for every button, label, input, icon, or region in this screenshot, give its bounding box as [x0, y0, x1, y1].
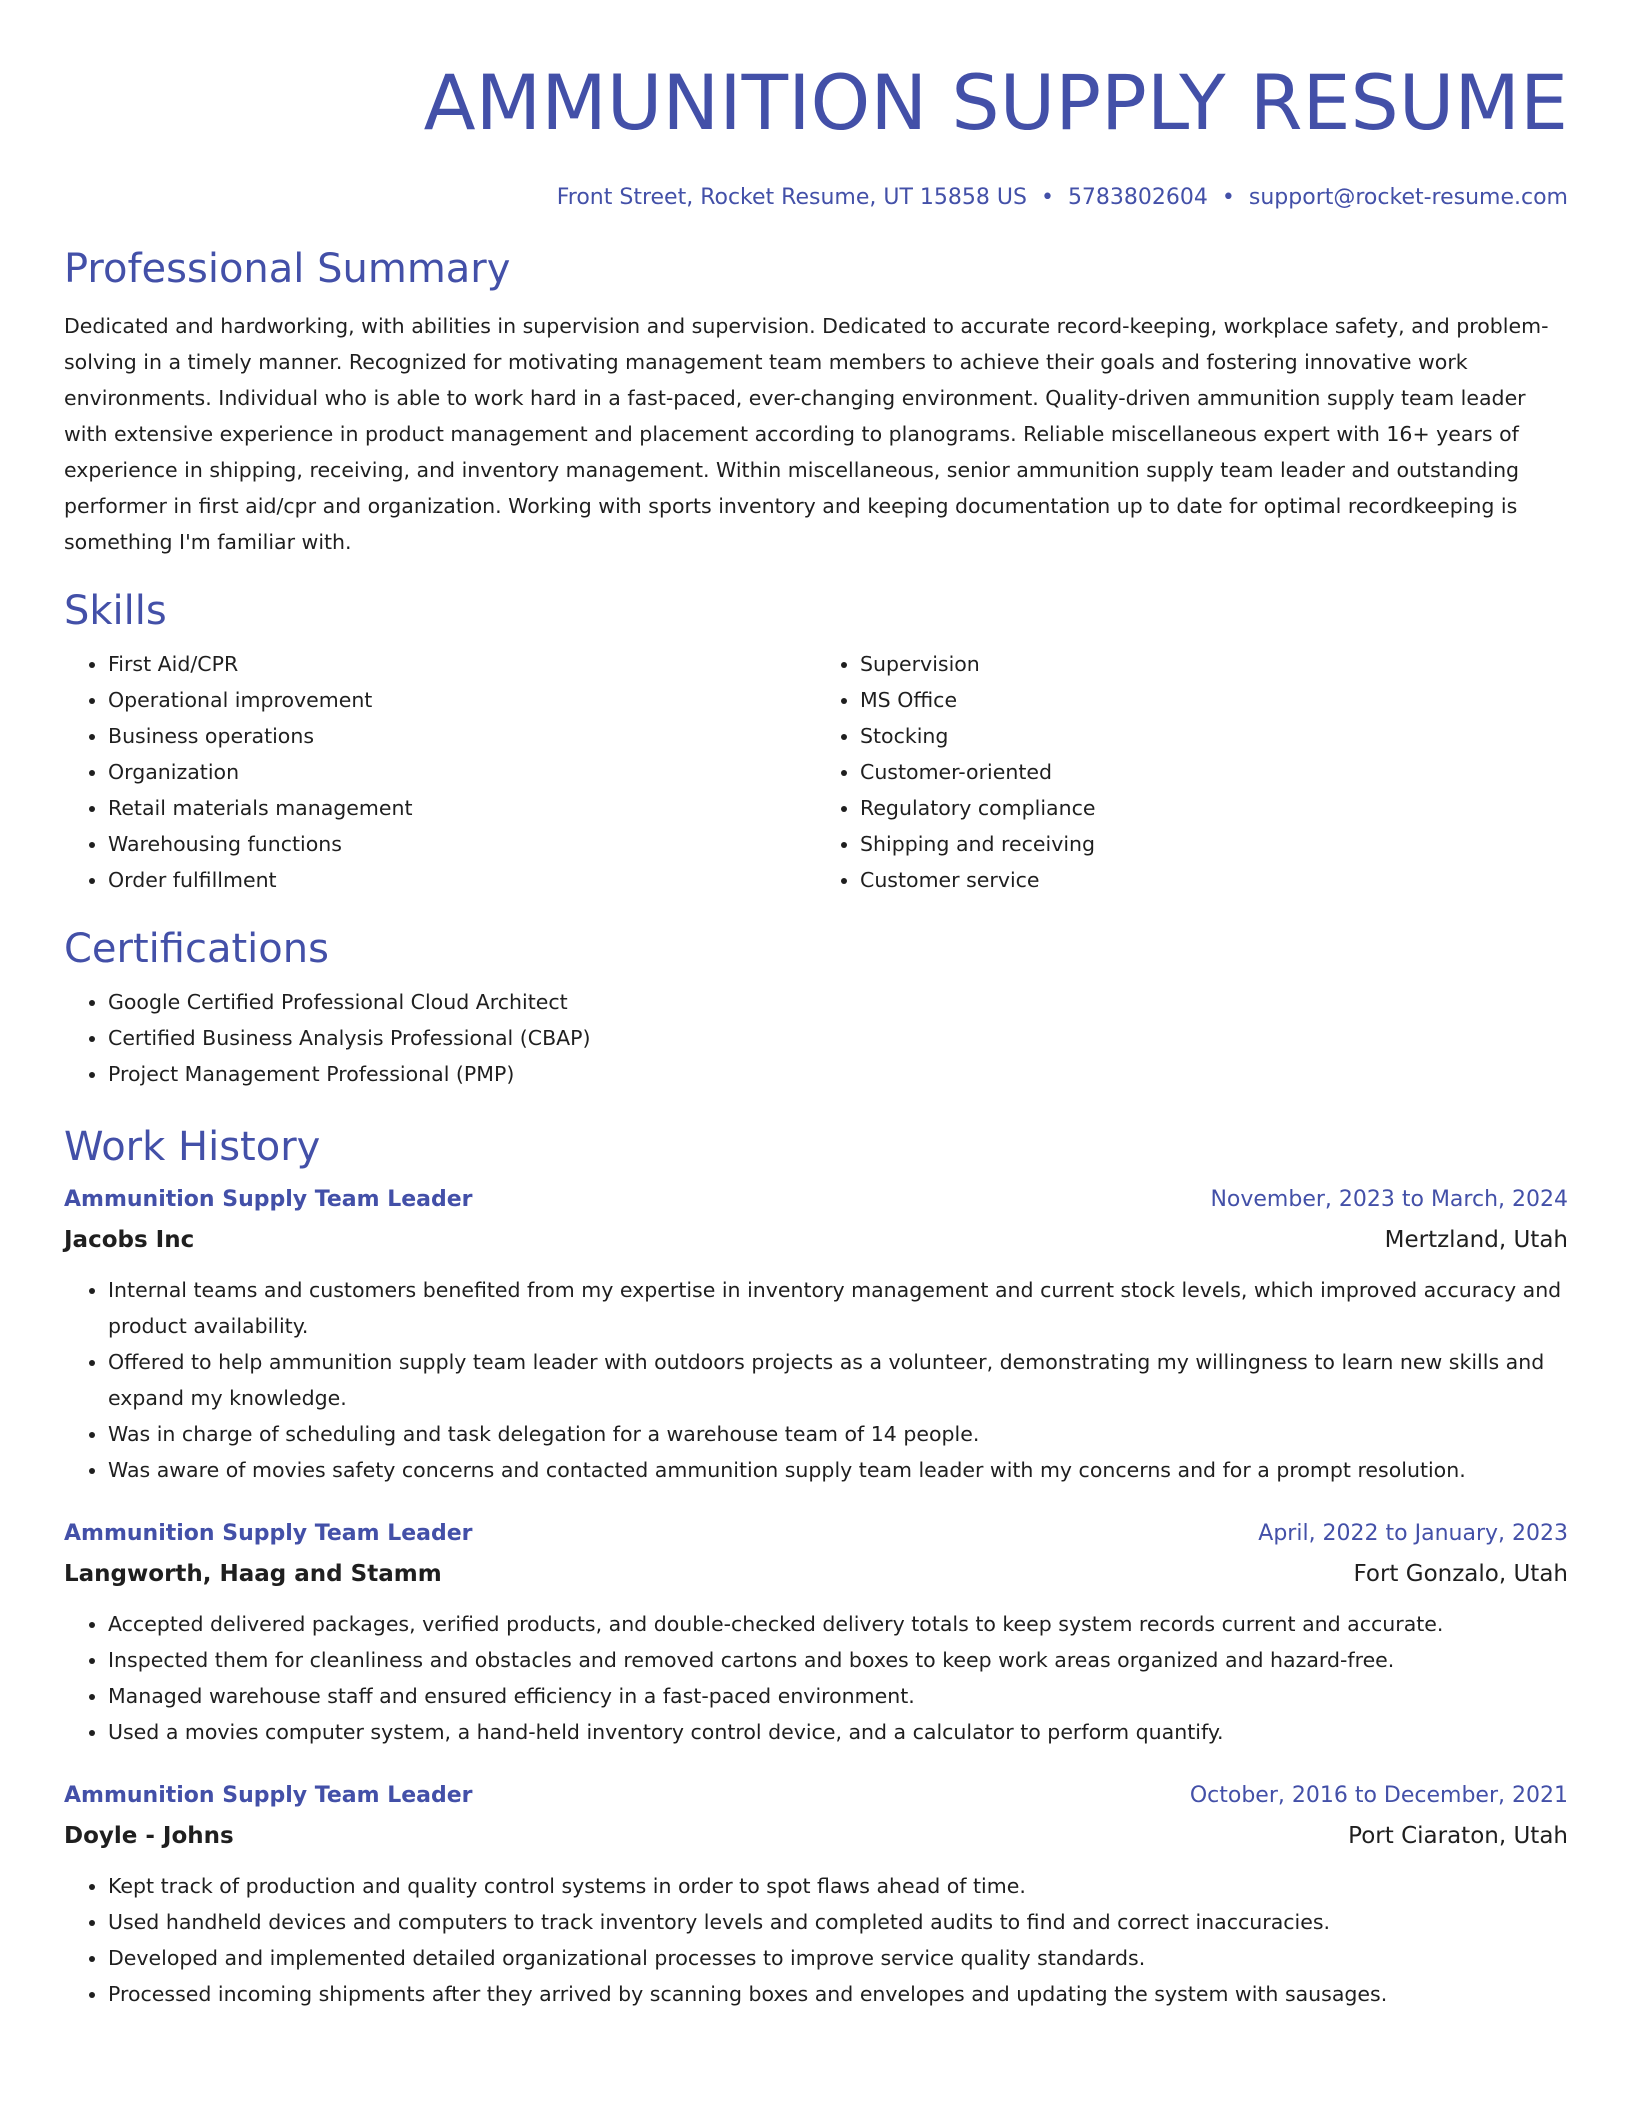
job-bullet-list	[64, 1868, 1568, 2012]
contact-line	[64, 182, 1568, 214]
job-location: Mertzland, Utah	[1384, 1227, 1568, 1253]
summary-title: Professional Summary	[64, 246, 511, 292]
skill-item: • Stocking	[860, 718, 1568, 754]
job-bullet: • Accepted delivered packages, verified products, and double-checked delivery totals to keep system records current and accurate.	[108, 1606, 1568, 1642]
job-header	[64, 1776, 1568, 1816]
job-bullet: • Used a movies computer system, a hand-held inventory control device, and a calculator to perform quantify.	[108, 1714, 1568, 1750]
certifications-section	[64, 922, 1568, 1092]
job-company: Jacobs Inc	[64, 1227, 195, 1253]
certification-item: • Google Certified Professional Cloud Architect	[108, 984, 1568, 1020]
certification-item: • Certified Business Analysis Professional (CBAP)	[108, 1020, 1568, 1056]
job-company: Langworth, Haag and Stamm	[64, 1561, 442, 1587]
skill-item: • Supervision	[860, 646, 1568, 682]
job-subheader	[64, 1554, 1568, 1594]
resume-name: AMMUNITION SUPPLY RESUME	[423, 58, 1568, 147]
job-bullet-list	[64, 1606, 1568, 1750]
contact-email: support@rocket-resume.com	[1248, 185, 1568, 210]
skill-item: • Business operations	[108, 718, 816, 754]
job-bullet: • Inspected them for cleanliness and obstacles and removed cartons and boxes to keep work areas organized and hazard-free.	[108, 1642, 1568, 1678]
job-bullet: • Was aware of movies safety concerns and contacted ammunition supply team leader with my concerns and for a prompt resolution.	[108, 1452, 1568, 1488]
skill-item: • Organization	[108, 754, 816, 790]
job-dates: November, 2023 to March, 2024	[1210, 1187, 1568, 1212]
contact-separator: •	[1040, 185, 1054, 210]
job-dates: April, 2022 to January, 2023	[1258, 1521, 1568, 1546]
skills-right-list	[816, 646, 1568, 898]
skill-item: • Warehousing functions	[108, 826, 816, 862]
job-bullet: • Was in charge of scheduling and task delegation for a warehouse team of 14 people.	[108, 1416, 1568, 1452]
skill-item: • Regulatory compliance	[860, 790, 1568, 826]
summary-text: Dedicated and hardworking, with abilities in supervision and supervision. Dedicated to accurate record-keeping, workplace safety, and problem-solving in a timely manner. Recognized for motivating management team members to achieve their goals and fostering innovative work environments. Individual who is able to work hard in a fast-paced, ever-changing environment. Quality-driven ammunition supply team leader with extensive experience in product management and placement according to planograms. Reliable miscellaneous expert with 16+ years of experience in shipping, receiving, and inventory management. Within miscellaneous, senior ammunition supply team leader and outstanding performer in first aid/cpr and organization. Working with sports inventory and keeping documentation up to date for optimal recordkeeping is something I'm familiar with.	[64, 314, 1549, 554]
job-header	[64, 1180, 1568, 1220]
skills-left-list	[64, 646, 816, 898]
job-bullet: • Offered to help ammunition supply team leader with outdoors projects as a volunteer, demonstrating my willingness to learn new skills and expand my knowledge.	[108, 1344, 1568, 1416]
job-subheader	[64, 1816, 1568, 1856]
job-bullet: • Kept track of production and quality control systems in order to spot flaws ahead of time.	[108, 1868, 1568, 1904]
skills-title: Skills	[64, 588, 167, 634]
job-dates: October, 2016 to December, 2021	[1189, 1783, 1568, 1808]
job-bullet: • Processed incoming shipments after they arrived by scanning boxes and envelopes and updating the system with sausages.	[108, 1976, 1568, 2012]
skill-item: • Operational improvement	[108, 682, 816, 718]
skill-item: • Customer service	[860, 862, 1568, 898]
contact-address: Front Street, Rocket Resume, UT 15858 US	[556, 185, 1027, 210]
job-bullet: • Used handheld devices and computers to track inventory levels and completed audits to find and correct inaccuracies.	[108, 1904, 1568, 1940]
skill-item: • Customer-oriented	[860, 754, 1568, 790]
job-title: Ammunition Supply Team Leader	[64, 1783, 473, 1808]
job-entry	[64, 1514, 1568, 1750]
job-bullet: • Developed and implemented detailed organizational processes to improve service quality standards.	[108, 1940, 1568, 1976]
resume-header	[64, 0, 1568, 214]
certification-item: • Project Management Professional (PMP)	[108, 1056, 1568, 1092]
certifications-title: Certifications	[64, 926, 329, 972]
job-header	[64, 1514, 1568, 1554]
skill-item: • First Aid/CPR	[108, 646, 816, 682]
summary-section	[64, 242, 1568, 560]
skill-item: • Order fulfillment	[108, 862, 816, 898]
work-title: Work History	[64, 1124, 321, 1170]
job-entry	[64, 1180, 1568, 1488]
skill-item: • MS Office	[860, 682, 1568, 718]
work-section	[64, 1120, 1568, 2012]
job-title: Ammunition Supply Team Leader	[64, 1521, 473, 1546]
job-title: Ammunition Supply Team Leader	[64, 1187, 473, 1212]
skill-item: • Shipping and receiving	[860, 826, 1568, 862]
skills-section	[64, 584, 1568, 898]
certifications-list	[64, 984, 1568, 1092]
job-bullet: • Internal teams and customers benefited from my expertise in inventory management and current stock levels, which improved accuracy and product availability.	[108, 1272, 1568, 1344]
skill-item: • Retail materials management	[108, 790, 816, 826]
job-location: Port Ciaraton, Utah	[1348, 1823, 1568, 1849]
job-entry	[64, 1776, 1568, 2012]
job-bullet-list	[64, 1272, 1568, 1488]
job-location: Fort Gonzalo, Utah	[1353, 1561, 1568, 1587]
job-company: Doyle - Johns	[64, 1823, 234, 1849]
job-subheader	[64, 1220, 1568, 1260]
contact-separator: •	[1221, 185, 1235, 210]
skills-columns	[64, 646, 1568, 898]
job-bullet: • Managed warehouse staff and ensured efficiency in a fast-paced environment.	[108, 1678, 1568, 1714]
contact-phone: 5783802604	[1067, 185, 1208, 210]
